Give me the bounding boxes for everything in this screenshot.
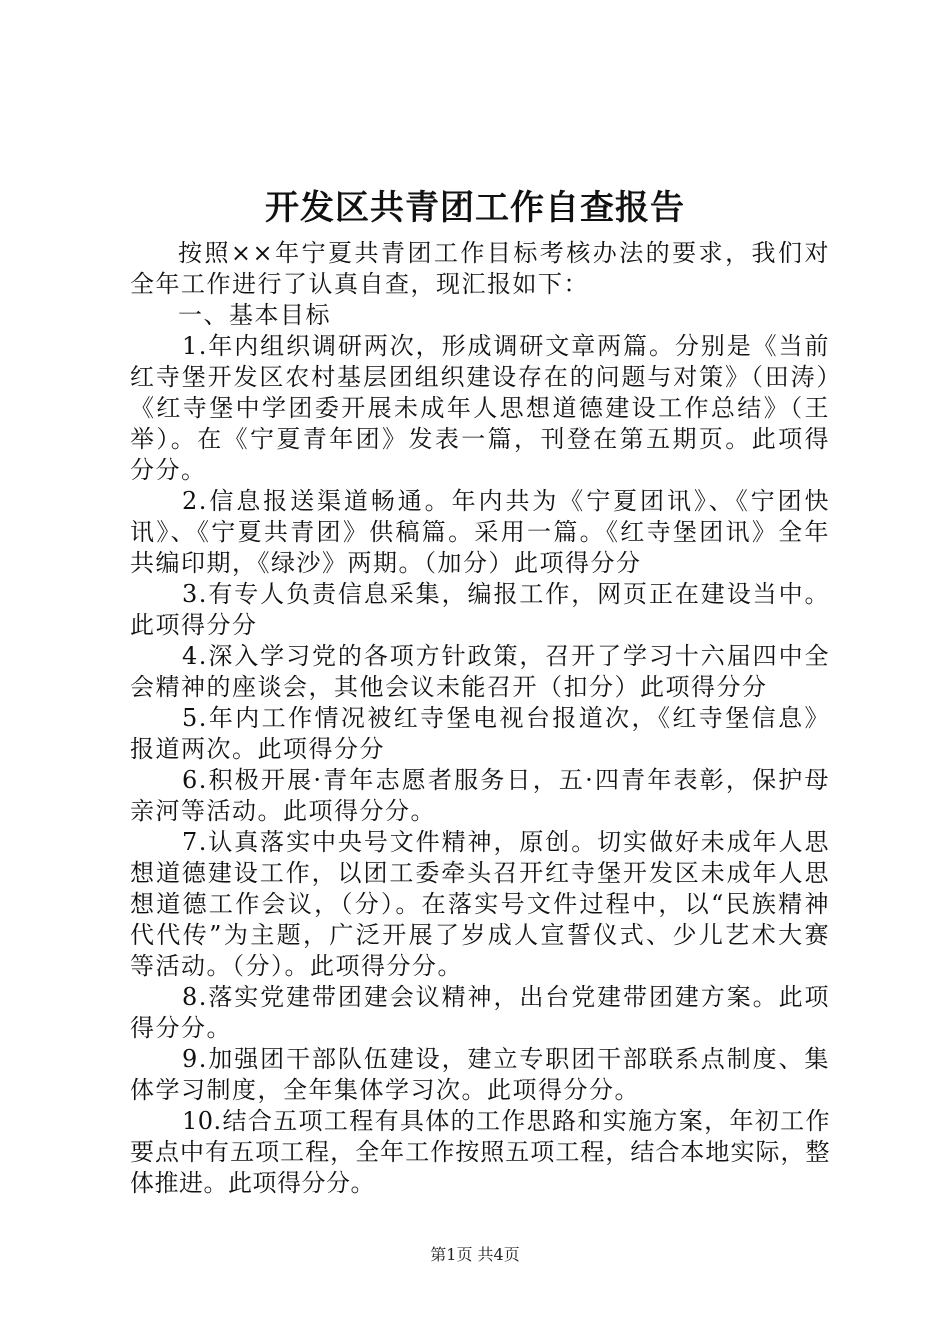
item-paragraph-3: 3.有专人负责信息采集，编报工作，网页正在建设当中。此项得分分 [130,580,830,639]
item-paragraph-5: 5.年内工作情况被红寺堡电视台报道次，《红寺堡信息》报道两次。此项得分分 [130,704,830,763]
intro-paragraph: 按照××年宁夏共青团工作目标考核办法的要求，我们对全年工作进行了认真自查，现汇报如下： [130,239,830,298]
item-paragraph-1: 1.年内组织调研两次，形成调研文章两篇。分别是《当前红寺堡开发区农村基层团组织建设存在的问题与对策》（田涛）《红寺堡中学团委开展未成年人思想道德建设工作总结》（王举）。在《宁夏青年团》发表一篇，刊登在第五期页。此项得分分。 [130,332,830,484]
item-paragraph-10: 10.结合五项工程有具体的工作思路和实施方案，年初工作要点中有五项工程，全年工作按照五项工程，结合本地实际，整体推进。此项得分分。 [130,1107,830,1197]
item-paragraph-9: 9.加强团干部队伍建设，建立专职团干部联系点制度、集体学习制度，全年集体学习次。此项得分分。 [130,1045,830,1104]
item-paragraph-7: 7.认真落实中央号文件精神，原创。切实做好未成年人思想道德建设工作，以团工委牵头召开红寺堡开发区未成年人思想道德工作会议，（分）。在落实号文件过程中，以“民族精神代代传”为主题，广泛开展了岁成人宣誓仪式、少儿艺术大赛等活动。（分）。此项得分分。 [130,828,830,980]
page-footer: 第1页 共4页 [430,1245,520,1264]
section-heading-basic-goals: 一、基本目标 [178,301,331,329]
document-title: 开发区共青团工作自查报告 [265,188,685,228]
item-paragraph-8: 8.落实党建带团建会议精神，出台党建带团建方案。此项得分分。 [130,983,830,1042]
item-paragraph-4: 4.深入学习党的各项方针政策，召开了学习十六届四中全会精神的座谈会，其他会议未能召开（扣分）此项得分分 [130,642,830,701]
item-paragraph-2: 2.信息报送渠道畅通。年内共为《宁夏团讯》、《宁团快讯》、《宁夏共青团》供稿篇。采用一篇。《红寺堡团讯》全年共编印期，《绿沙》两期。（加分）此项得分分 [130,487,830,577]
item-paragraph-6: 6.积极开展·青年志愿者服务日，五·四青年表彰，保护母亲河等活动。此项得分分。 [130,766,830,825]
document-body [130,238,830,1199]
